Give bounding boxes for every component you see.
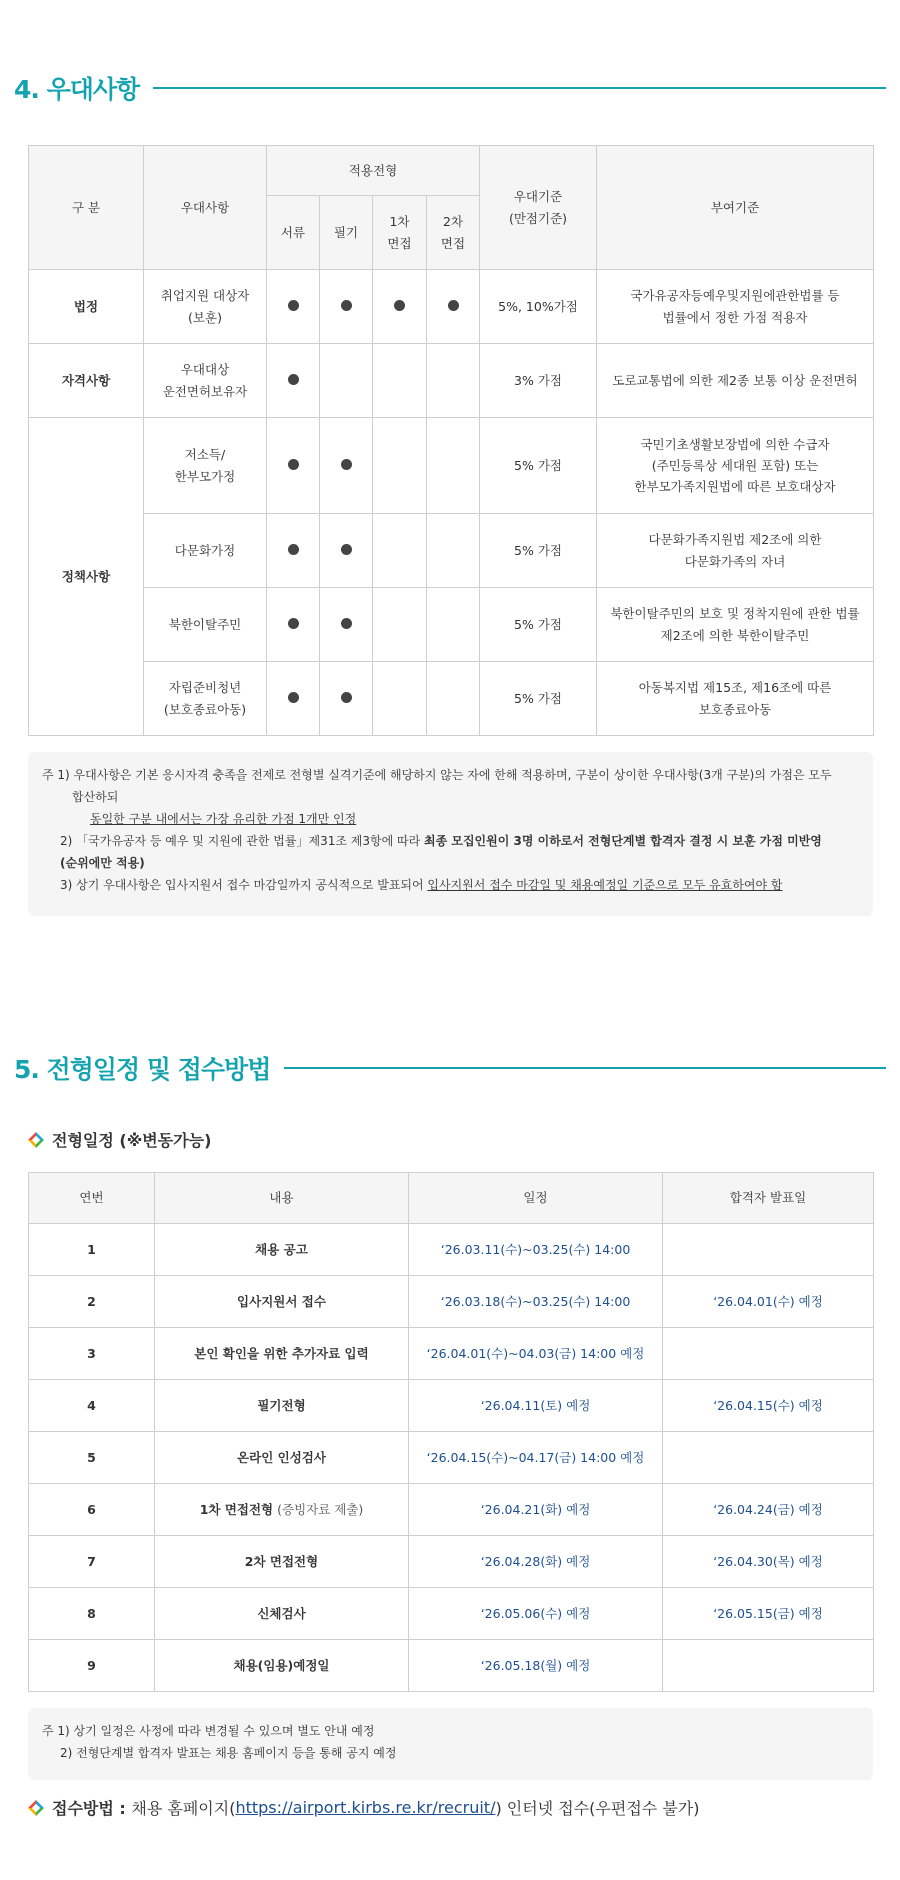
table-row: [29, 1224, 874, 1276]
apply-label: 접수방법 :: [52, 1799, 132, 1818]
row-no: 2: [29, 1276, 155, 1328]
row-result: ‘26.04.30(목) 예정: [663, 1536, 874, 1588]
header-item: 우대사항: [144, 146, 267, 270]
table-row: [29, 418, 874, 514]
criteria-cell: 5% 가점: [480, 418, 597, 514]
row-result: ‘26.04.15(수) 예정: [663, 1380, 874, 1432]
row-content: 1차 면접전형: [199, 1501, 274, 1517]
apply-post: ) 인터넷 접수(우편접수 불가): [495, 1799, 700, 1818]
applied-dot-icon: [341, 544, 352, 555]
criteria-cell: 5% 가점: [480, 662, 597, 736]
row-date: ‘26.04.11(토) 예정: [409, 1380, 663, 1432]
table-row: [29, 1276, 874, 1328]
apply-pre: 채용 홈페이지(: [131, 1799, 236, 1818]
item-cell: 자립준비청년 (보호종료아동): [144, 662, 267, 736]
table-row: [29, 1328, 874, 1380]
item-cell: 저소득/ 한부모가정: [144, 418, 267, 514]
row-content: 필기전형: [257, 1397, 306, 1413]
note-2a: 2) 「국가유공자 등 예우 및 지원에 관한 법률」제31조 제3항에 따라: [60, 834, 424, 848]
row-content: 온라인 인성검사: [237, 1449, 326, 1465]
row-date: ‘26.05.18(월) 예정: [409, 1640, 663, 1692]
item-cell: 다문화가정: [144, 514, 267, 588]
note-3b: 입사지원서 접수 마감일 및 채용예정일 기준으로 모두 유효하여야 함: [427, 878, 783, 892]
criteria-cell: 5%, 10%가점: [480, 270, 597, 344]
schedule-subtitle: [28, 1128, 211, 1151]
colorful-bullet-icon: [28, 1132, 44, 1148]
row-result: ‘26.04.24(금) 예정: [663, 1484, 874, 1536]
applied-dot-icon: [341, 459, 352, 470]
header-grant: 부여기준: [597, 146, 874, 270]
row-date: ‘26.03.18(수)~03.25(수) 14:00: [409, 1276, 663, 1328]
table-row: [29, 1588, 874, 1640]
applied-dot-icon: [341, 300, 352, 311]
row-date: ‘26.05.06(수) 예정: [409, 1588, 663, 1640]
grant-cell: 국민기초생활보장법에 의한 수급자 (주민등록상 세대원 포함) 또는 한부모가족지원법에 따른 보호대상자: [597, 418, 874, 514]
row-content: 채용 공고: [255, 1241, 308, 1257]
row-no: 8: [29, 1588, 155, 1640]
header-criteria: 우대기준 (만점기준): [480, 146, 597, 270]
row-result: [663, 1328, 874, 1380]
preference-notes: [28, 752, 873, 916]
row-no: 1: [29, 1224, 155, 1276]
row-content: 본인 확인을 위한 추가자료 입력: [194, 1345, 369, 1361]
row-date: ‘26.04.21(화) 예정: [409, 1484, 663, 1536]
row-result: ‘26.04.01(수) 예정: [663, 1276, 874, 1328]
grant-cell: 다문화가족지원법 제2조에 의한 다문화가족의 자녀: [597, 514, 874, 588]
row-content: 2차 면접전형: [244, 1553, 319, 1569]
table-row: [29, 514, 874, 588]
item-cell: 북한이탈주민: [144, 588, 267, 662]
header-date: 일정: [409, 1173, 663, 1224]
header-interview1: 1차 면접: [373, 196, 427, 270]
applied-dot-icon: [288, 618, 299, 629]
table-row: [29, 1484, 874, 1536]
criteria-cell: 5% 가점: [480, 514, 597, 588]
header-result: 합격자 발표일: [663, 1173, 874, 1224]
grant-cell: 국가유공자등예우및지원에관한법률 등 법률에서 정한 가점 적용자: [597, 270, 874, 344]
item-cell: 취업지원 대상자 (보훈): [144, 270, 267, 344]
section-4-header: [14, 70, 886, 106]
table-row: [29, 270, 874, 344]
schedule-note-1: 주 1) 상기 일정은 사정에 따라 변경될 수 있으며 별도 안내 예정: [42, 1724, 375, 1738]
row-result: [663, 1432, 874, 1484]
table-row: [29, 344, 874, 418]
grant-cell: 아동복지법 제15조, 제16조에 따른 보호종료아동: [597, 662, 874, 736]
row-date: ‘26.04.15(수)~04.17(금) 14:00 예정: [409, 1432, 663, 1484]
note-1c: 동일한 구분 내에서는 가장 유리한 가점 1개만 인정: [90, 812, 357, 826]
note-1b: 합산하되: [72, 790, 119, 804]
row-content: 신체검사: [257, 1605, 306, 1621]
table-row: [29, 1640, 874, 1692]
section-5-header: [14, 1050, 886, 1086]
row-result: [663, 1640, 874, 1692]
row-result: ‘26.05.15(금) 예정: [663, 1588, 874, 1640]
schedule-table: [28, 1172, 874, 1692]
note-2b: 최종 모집인원이 3명 이하로서 전형단계별 합격자 결정 시 보훈 가점 미반영: [423, 834, 822, 848]
section-5-title: 5. 전형일정 및 접수방법: [14, 1055, 271, 1084]
header-category: 구 분: [29, 146, 144, 270]
category-cell: 정책사항: [29, 418, 144, 736]
row-content-extra: (증빙자료 제출): [273, 1501, 364, 1517]
table-row: [29, 1432, 874, 1484]
header-content: 내용: [155, 1173, 409, 1224]
item-cell: 우대대상 운전면허보유자: [144, 344, 267, 418]
header-interview2: 2차 면접: [427, 196, 480, 270]
recruit-link[interactable]: https://airport.kirbs.re.kr/recruit/: [235, 1798, 496, 1817]
criteria-cell: 5% 가점: [480, 588, 597, 662]
applied-dot-icon: [288, 692, 299, 703]
section-divider: [153, 87, 886, 89]
apply-method: [28, 1796, 699, 1819]
row-no: 3: [29, 1328, 155, 1380]
row-content: 입사지원서 접수: [237, 1293, 326, 1309]
row-date: ‘26.04.28(화) 예정: [409, 1536, 663, 1588]
grant-cell: 도로교통법에 의한 제2종 보통 이상 운전면허: [597, 344, 874, 418]
header-no: 연번: [29, 1173, 155, 1224]
applied-dot-icon: [394, 300, 405, 311]
applied-dot-icon: [341, 618, 352, 629]
row-date: ‘26.04.01(수)~04.03(금) 14:00 예정: [409, 1328, 663, 1380]
colorful-bullet-icon: [28, 1800, 44, 1816]
category-cell: 자격사항: [29, 344, 144, 418]
note-3a: 3) 상기 우대사항은 입사지원서 접수 마감일까지 공식적으로 발표되어: [60, 878, 428, 892]
row-result: [663, 1224, 874, 1276]
row-content: 채용(임용)예정일: [233, 1657, 330, 1673]
preference-table: [28, 145, 874, 736]
section-4-title: 4. 우대사항: [14, 75, 140, 104]
note-1a: 주 1) 우대사항은 기본 응시자격 충족을 전제로 전형별 실격기준에 해당하지 않는 자에 한해 적용하며, 구분이 상이한 우대사항(3개 구분)의 가점은 모두: [42, 768, 832, 782]
applied-dot-icon: [288, 300, 299, 311]
row-no: 9: [29, 1640, 155, 1692]
row-no: 6: [29, 1484, 155, 1536]
header-apply: 적용전형: [267, 146, 480, 196]
schedule-note-2: 2) 전형단계별 합격자 발표는 채용 홈페이지 등을 통해 공지 예정: [60, 1746, 397, 1760]
table-row: [29, 662, 874, 736]
schedule-notes: [28, 1708, 873, 1780]
table-row: [29, 588, 874, 662]
criteria-cell: 3% 가점: [480, 344, 597, 418]
row-no: 7: [29, 1536, 155, 1588]
table-row: [29, 1380, 874, 1432]
category-cell: 법정: [29, 270, 144, 344]
table-row: [29, 1536, 874, 1588]
applied-dot-icon: [288, 459, 299, 470]
section-divider: [284, 1067, 886, 1069]
header-doc: 서류: [267, 196, 320, 270]
schedule-title: 전형일정 (※변동가능): [52, 1131, 212, 1150]
applied-dot-icon: [288, 544, 299, 555]
grant-cell: 북한이탈주민의 보호 및 정착지원에 관한 법률 제2조에 의한 북한이탈주민: [597, 588, 874, 662]
row-date: ‘26.03.11(수)~03.25(수) 14:00: [409, 1224, 663, 1276]
applied-dot-icon: [288, 374, 299, 385]
header-written: 필기: [320, 196, 373, 270]
row-no: 4: [29, 1380, 155, 1432]
note-2c: (순위에만 적용): [60, 856, 145, 870]
applied-dot-icon: [341, 692, 352, 703]
row-no: 5: [29, 1432, 155, 1484]
applied-dot-icon: [448, 300, 459, 311]
